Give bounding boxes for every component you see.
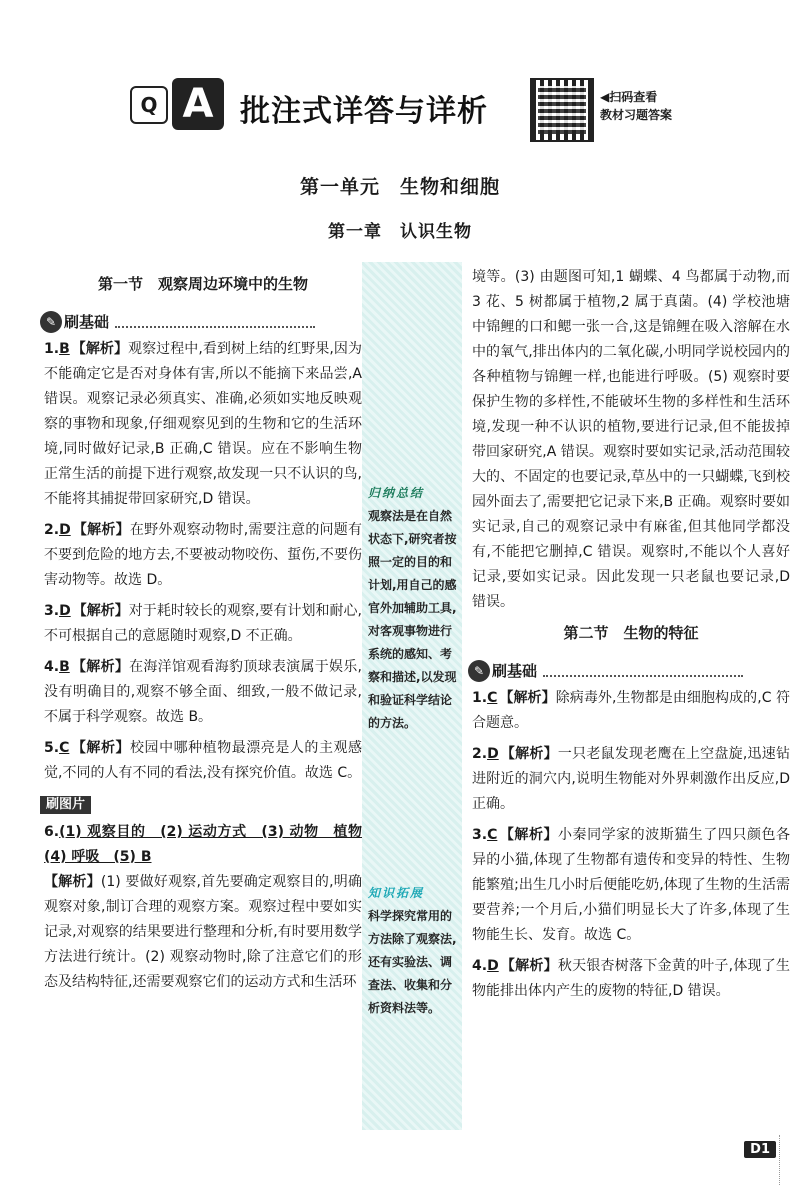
- section-title: 第一节 观察周边环境中的生物: [97, 275, 308, 293]
- q-logo: Q: [130, 86, 168, 124]
- pen-icon: ✎: [468, 660, 490, 682]
- summary-text: 观察法是在自然状态下,研究者按照一定的目的和计划,用自己的感官外加辅助工具,对客观事物进行系统的感知、考察和描述,以发现和验证科学结论的方法。: [368, 509, 457, 730]
- basic-badge: ✎ 刷基础: [468, 660, 743, 682]
- extension-title: 知识拓展: [368, 886, 425, 900]
- answer-item: 4.B 【解析】在海洋馆观看海豹顶球表演属于娱乐,没有明确目的,观察不够全面、细致,一般不做记录,不属于科学观察。故选 B。: [44, 659, 363, 725]
- extension-box: [368, 882, 458, 1020]
- summary-box: [368, 482, 458, 735]
- scan-hint-line1: ◀扫码查看: [600, 90, 658, 104]
- answer-item: 3.D 【解析】对于耗时较长的观察,要有计划和耐心,不可根据自己的意愿随时观察,D 不正确。: [44, 603, 362, 644]
- scan-hint-line2: 教材习题答案: [600, 108, 673, 122]
- right-column: [472, 265, 790, 1010]
- page-number: D1: [744, 1141, 776, 1158]
- answer-item: 2.D 【解析】在野外观察动物时,需要注意的问题有不要到危险的地方去,不要被动物咬伤、蜇伤,不要伤害动物等。故选 D。: [44, 522, 363, 588]
- basic-badge: ✎ 刷基础: [40, 311, 315, 333]
- picture-badge: 刷图片: [40, 796, 91, 814]
- left-column: [44, 272, 362, 1001]
- continued-text: 境等。(3) 由题图可知,1 蝴蝶、4 鸟都属于动物,而 3 花、5 树都属于植物,2 属于真菌。(4) 学校池塘中锦鲤的口和鳃一张一合,这是锦鲤在吸入溶解在水中的氧气,排出体内的二氧化碳,小明同学说校园内的各种植物与锦鲤一样,也能进行呼吸。(5) 观察时要保护生物的多样性,不能破坏生物的多样性和生活环境,发现一种不认识的植物,要进行记录,但不能拔掉带回家研究,A 错误。观察时要如实记录,活动范围较大的、不固定的也要记录,草丛中的一只蝴蝶,飞到校园外面去了,需要把它记录下来,B 正确。观察时要如实记录,自己的观察记录中有麻雀,但其他同学都没有,不能把它删掉,C 错误。观察时,不能以个人喜好记录,要如实记录。因此发现一只老鼠也要记录,D 错误。: [472, 269, 790, 610]
- answer-item: 4.D 【解析】秋天银杏树落下金黄的叶子,体现了生物能排出体内产生的废物的特征,D 错误。: [472, 958, 791, 999]
- unit-title: 第一单元 生物和细胞: [299, 176, 500, 198]
- chapter-title: 第一章 认识生物: [328, 222, 472, 242]
- summary-title: 归纳总结: [368, 486, 425, 500]
- a-logo: A: [172, 78, 224, 130]
- scan-hint: [600, 88, 672, 124]
- answer-item: 6.(1) 观察目的 (2) 运动方式 (3) 动物 植物 (4) 呼吸 (5) B 【解析】(1) 要做好观察,首先要确定观察目的,明确观察对象,制订合理的观察方案。观察过程中要如实记录,对观察的结果要进行整理和分析,有时要用数学方法进行统计。(2) 观察动物时,除了注意它们的形态及结构特征,还需要观察它们的运动方式和生活环: [44, 824, 362, 990]
- answer-item: 5.C 【解析】校园中哪种植物最漂亮是人的主观感觉,不同的人有不同的看法,没有探究价值。故选 C。: [44, 740, 363, 781]
- annotation-sidebar: [362, 262, 462, 1130]
- section-title: 第二节 生物的特征: [563, 624, 699, 642]
- corner-divider: [779, 1135, 800, 1185]
- answer-item: 2.D 【解析】一只老鼠发现老鹰在上空盘旋,迅速钻进附近的洞穴内,说明生物能对外界刺激作出反应,D 正确。: [472, 746, 791, 812]
- extension-text: 科学探究常用的方法除了观察法,还有实验法、调查法、收集和分析资料法等。: [368, 909, 457, 1015]
- answer-item: 3.C 【解析】小秦同学家的波斯猫生了四只颜色各异的小猫,体现了生物都有遗传和变异的特性、生物能繁殖;出生几小时后便能吃奶,体现了生物的生活需要营养;一个月后,小猫们明显长大了许多,体现了生物能生长、发育。故选 C。: [472, 827, 791, 943]
- answer-item: 1.B 【解析】观察过程中,看到树上结的红野果,因为不能确定它是否对身体有害,所以不能摘下来品尝,A 错误。观察记录必须真实、准确,必须如实地反映观察的事物和现象,仔细观察见到的生物和它的生活环境,同时做好记录,B 正确,C 错误。应在不影响生物正常生活的前提下进行观察,故发现一只不认识的鸟,不能将其捕捉带回家研究,D 错误。: [44, 341, 362, 507]
- qr-code-icon[interactable]: [530, 78, 594, 142]
- header-banner: [130, 58, 690, 158]
- pen-icon: ✎: [40, 311, 62, 333]
- banner-title: 批注式详答与详析: [240, 94, 488, 129]
- answer-item: 1.C 【解析】除病毒外,生物都是由细胞构成的,C 符合题意。: [472, 690, 790, 731]
